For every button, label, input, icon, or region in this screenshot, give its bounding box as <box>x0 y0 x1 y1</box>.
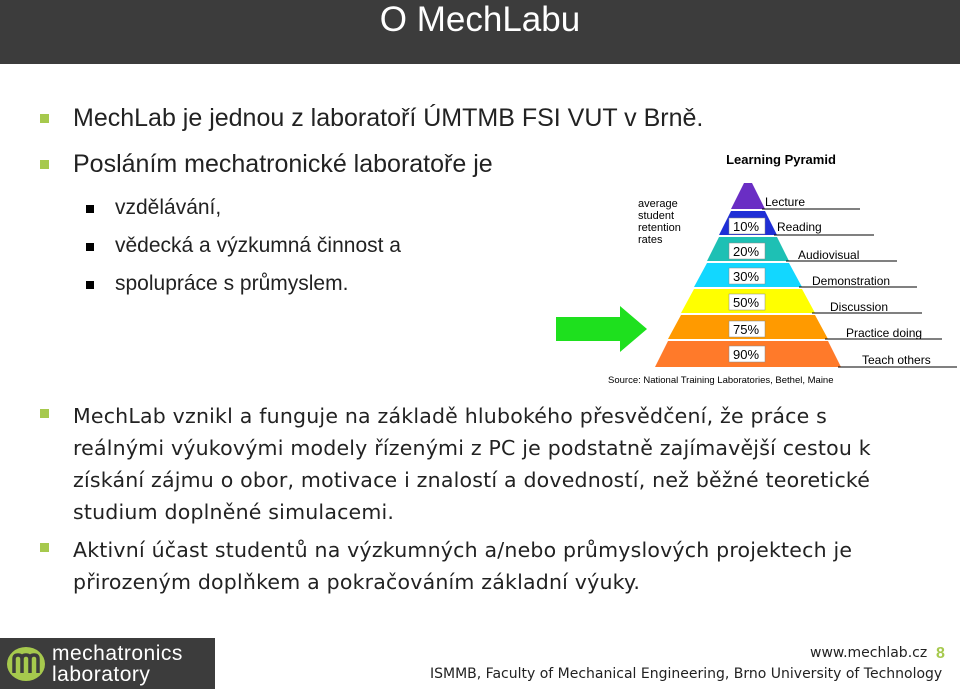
pyramid-label-reading: Reading <box>777 220 822 234</box>
pyramid-source: Source: National Training Laboratories, Bethel, Maine <box>608 375 834 386</box>
pyramid-pct: 50% <box>733 295 760 310</box>
pyramid-side-label-line: rates <box>638 234 663 246</box>
learning-pyramid-image <box>552 143 960 388</box>
footer-institution: ISMMB, Faculty of Mechanical Engineering, Brno University of Technology <box>430 666 943 682</box>
slide-title: O MechLabu <box>379 0 581 39</box>
pyramid-label-teach: Teach others <box>862 353 931 367</box>
sub-bullet-marker <box>86 205 94 213</box>
paragraph-line: přirozeným doplňkem a pokračováním základní výuky. <box>73 570 641 594</box>
bullet-marker <box>40 160 49 169</box>
paragraph-line: studium doplněné simulacemi. <box>73 500 395 524</box>
sub-bullet-marker <box>86 281 94 289</box>
pyramid-pct: 30% <box>733 269 760 284</box>
logo-text-mechatronics: mechatronics <box>52 642 183 665</box>
pyramid-pct: 75% <box>733 322 760 337</box>
footer-website-link[interactable]: www.mechlab.cz <box>810 645 928 661</box>
paragraph-line: MechLab vznikl a funguje na základě hlubokého přesvědčení, že práce s <box>73 404 827 428</box>
sub-bullet-education: vzdělávání, <box>115 196 222 219</box>
bullet-marker <box>40 543 49 552</box>
paragraph-line: reálnými výukovými modely řízenými z PC je podstatně zajímavější cestou k <box>73 436 871 460</box>
sub-bullet-research: vědecká a výzkumná činnost a <box>115 234 401 257</box>
green-arrow-icon <box>556 306 647 352</box>
pyramid-side-label-line: average <box>638 198 678 210</box>
pyramid-label-demonstration: Demonstration <box>812 274 891 288</box>
pyramid-side-label-line: student <box>638 210 675 222</box>
pyramid-label-practice: Practice doing <box>846 326 923 340</box>
pyramid-pct: 20% <box>733 244 760 259</box>
pyramid-side-label-line: retention <box>638 222 681 234</box>
pyramid-pct: 90% <box>733 347 760 362</box>
paragraph-line: získání zájmu o obor, motivace i znalostí a dovedností, než běžné teoretické <box>73 468 871 492</box>
bullet-mission: Posláním mechatronické laboratoře je <box>73 150 493 178</box>
page-number: 8 <box>936 645 945 662</box>
paragraph-student-participation <box>73 534 953 598</box>
sub-bullet-industry: spolupráce s průmyslem. <box>115 272 349 295</box>
sub-bullet-marker <box>86 243 94 251</box>
mechlab-m-logo-icon <box>6 645 46 683</box>
pyramid-label-discussion: Discussion <box>830 300 889 314</box>
pyramid-level-lecture <box>731 183 765 209</box>
paragraph-line: Aktivní účast studentů na výzkumných a/nebo průmyslových projektech je <box>73 538 853 562</box>
pyramid-pct: 10% <box>733 219 760 234</box>
pyramid-title: Learning Pyramid <box>726 152 836 167</box>
bullet-mechlab-intro: MechLab je jednou z laboratoří ÚMTMB FSI VUT v Brně. <box>73 104 704 132</box>
bullet-marker <box>40 409 49 418</box>
pyramid-label-audiovisual: Audiovisual <box>798 248 860 262</box>
pyramid-label-lecture: Lecture <box>765 195 806 209</box>
bullet-marker <box>40 114 49 123</box>
paragraph-mechlab-origin <box>73 400 953 528</box>
logo-text-laboratory: laboratory <box>52 663 151 686</box>
